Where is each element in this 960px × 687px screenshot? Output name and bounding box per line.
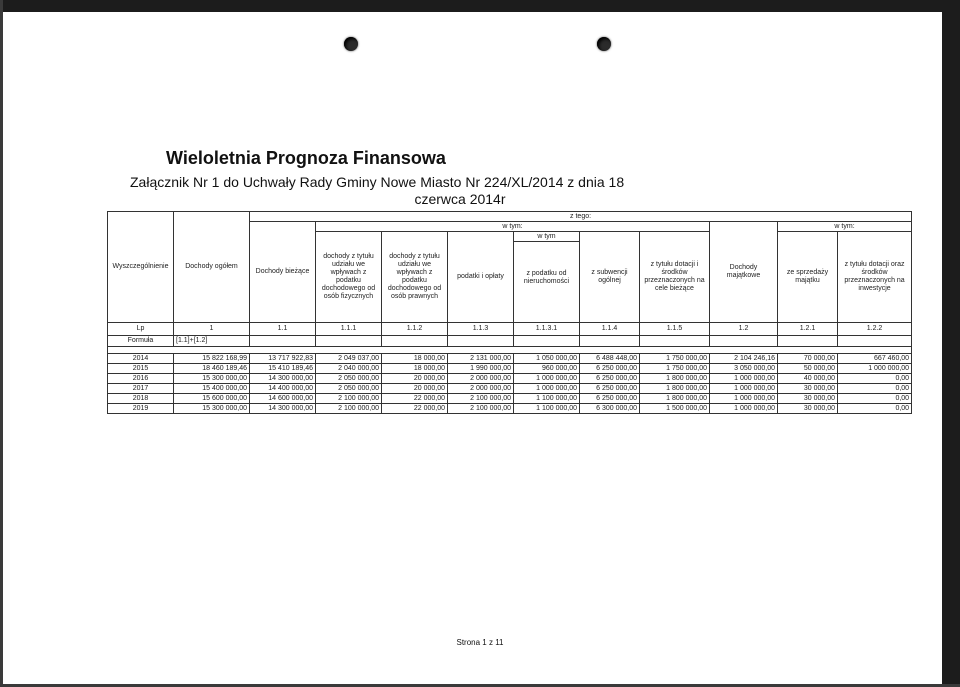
table-row	[108, 404, 912, 414]
lp-number: 1.2.2	[838, 323, 912, 336]
value-cell: 2 104 246,16	[710, 354, 778, 364]
col-header-dochody-ogolem: Dochody ogółem	[174, 212, 250, 323]
value-cell: 0,00	[838, 374, 912, 384]
value-cell: 22 000,00	[382, 394, 448, 404]
col-header-cit: dochody z tytułu udziału we wpływach z podatku dochodowego od osób prawnych	[382, 232, 448, 323]
value-cell: 6 250 000,00	[580, 394, 640, 404]
lp-row	[108, 323, 912, 336]
lp-number: 1.1.2	[382, 323, 448, 336]
formula-cell	[316, 336, 382, 347]
formula-label: Formuła	[108, 336, 174, 347]
header-row-groups	[108, 212, 912, 222]
value-cell: 14 400 000,00	[250, 384, 316, 394]
value-cell: 14 300 000,00	[250, 374, 316, 384]
value-cell: 20 000,00	[382, 374, 448, 384]
year-cell: 2018	[108, 394, 174, 404]
value-cell: 15 600 000,00	[174, 394, 250, 404]
value-cell: 1 100 000,00	[514, 404, 580, 414]
value-cell: 1 000 000,00	[838, 364, 912, 374]
col-header-podatek-nieruchomosci	[514, 232, 580, 323]
value-cell: 1 800 000,00	[640, 394, 710, 404]
value-cell: 14 300 000,00	[250, 404, 316, 414]
value-cell: 1 000 000,00	[514, 384, 580, 394]
document-subtitle-date-text: czerwca 2014r	[414, 191, 506, 207]
value-cell: 2 100 000,00	[448, 394, 514, 404]
formula-cell	[382, 336, 448, 347]
col-header-podatki-oplaty: podatki i opłaty	[448, 232, 514, 323]
value-cell: 1 000 000,00	[710, 374, 778, 384]
lp-number: 1.1.1	[316, 323, 382, 336]
value-cell: 1 750 000,00	[640, 364, 710, 374]
value-cell: 18 000,00	[382, 354, 448, 364]
formula-row	[108, 336, 912, 347]
lp-number: 1.1.3	[448, 323, 514, 336]
table-row	[108, 384, 912, 394]
spacer-row	[108, 347, 912, 354]
table-row	[108, 364, 912, 374]
value-cell: 6 250 000,00	[580, 374, 640, 384]
w-tym-inner-label: w tym	[514, 232, 579, 242]
group-header-z-tego: z tego:	[250, 212, 912, 222]
year-cell: 2014	[108, 354, 174, 364]
scan-border-left	[0, 0, 3, 687]
value-cell: 1 990 000,00	[448, 364, 514, 374]
lp-number: 1.2.1	[778, 323, 838, 336]
value-cell: 0,00	[838, 384, 912, 394]
value-cell: 960 000,00	[514, 364, 580, 374]
value-cell: 1 500 000,00	[640, 404, 710, 414]
group-header-w-tym-left: w tym:	[316, 222, 710, 232]
data-rows	[108, 354, 912, 414]
value-cell: 1 800 000,00	[640, 384, 710, 394]
value-cell: 30 000,00	[778, 404, 838, 414]
lp-number: 1.1.4	[580, 323, 640, 336]
col-header-dochody-majatkowe: Dochody majątkowe	[710, 222, 778, 323]
value-cell: 15 410 189,46	[250, 364, 316, 374]
lp-number: 1	[174, 323, 250, 336]
table-row	[108, 354, 912, 364]
col-header-sprzedaz-majatku: ze sprzedaży majątku	[778, 232, 838, 323]
value-cell: 30 000,00	[778, 384, 838, 394]
value-cell: 2 100 000,00	[316, 404, 382, 414]
col-header-podatek-nieruchomosci-label: z podatku od nieruchomości	[523, 270, 570, 285]
value-cell: 1 000 000,00	[710, 404, 778, 414]
value-cell: 20 000,00	[382, 384, 448, 394]
lp-number: 1.1.5	[640, 323, 710, 336]
value-cell: 70 000,00	[778, 354, 838, 364]
value-cell: 1 100 000,00	[514, 394, 580, 404]
value-cell: 2 131 000,00	[448, 354, 514, 364]
lp-number: 1.1	[250, 323, 316, 336]
value-cell: 13 717 922,83	[250, 354, 316, 364]
value-cell: 1 000 000,00	[710, 394, 778, 404]
formula-cell	[448, 336, 514, 347]
col-header-dotacje-inwestycje: z tytułu dotacji oraz środków przeznaczonych na inwestycje	[838, 232, 912, 323]
lp-label: Lp	[108, 323, 174, 336]
col-header-pit: dochody z tytułu udziału we wpływach z podatku dochodowego od osób fizycznych	[316, 232, 382, 323]
year-cell: 2016	[108, 374, 174, 384]
formula-value: [1.1]+[1.2]	[174, 336, 250, 347]
formula-cell	[710, 336, 778, 347]
scan-border-top	[0, 0, 960, 12]
col-header-dochody-biezace: Dochody bieżące	[250, 222, 316, 323]
value-cell: 2 050 000,00	[316, 374, 382, 384]
value-cell: 2 050 000,00	[316, 384, 382, 394]
value-cell: 18 000,00	[382, 364, 448, 374]
formula-cell	[514, 336, 580, 347]
year-cell: 2015	[108, 364, 174, 374]
spacer-cell	[108, 347, 912, 354]
table-row	[108, 394, 912, 404]
value-cell: 15 300 000,00	[174, 374, 250, 384]
year-cell: 2019	[108, 404, 174, 414]
document-subtitle: Załącznik Nr 1 do Uchwały Rady Gminy Nowe Miasto Nr 224/XL/2014 z dnia 18	[130, 174, 625, 190]
value-cell: 1 050 000,00	[514, 354, 580, 364]
value-cell: 6 250 000,00	[580, 364, 640, 374]
value-cell: 15 300 000,00	[174, 404, 250, 414]
group-header-w-tym-right: w tym:	[778, 222, 912, 232]
formula-cell	[838, 336, 912, 347]
page-number: Strona 1 z 11	[456, 638, 504, 647]
value-cell: 3 050 000,00	[710, 364, 778, 374]
value-cell: 2 000 000,00	[448, 384, 514, 394]
value-cell: 15 400 000,00	[174, 384, 250, 394]
document-title: Wieloletnia Prognoza Finansowa	[166, 148, 446, 168]
formula-cell	[640, 336, 710, 347]
table-row	[108, 374, 912, 384]
value-cell: 2 000 000,00	[448, 374, 514, 384]
col-header-dotacje-biezace: z tytułu dotacji i środków przeznaczonych na cele bieżące	[640, 232, 710, 323]
col-header-wyszczegolnienie: Wyszczególnienie	[108, 212, 174, 323]
value-cell: 1 000 000,00	[514, 374, 580, 384]
value-cell: 2 049 037,00	[316, 354, 382, 364]
scan-border-right	[942, 0, 960, 687]
value-cell: 0,00	[838, 404, 912, 414]
year-cell: 2017	[108, 384, 174, 394]
value-cell: 667 460,00	[838, 354, 912, 364]
value-cell: 1 000 000,00	[710, 384, 778, 394]
finance-table	[107, 211, 912, 414]
value-cell: 6 488 448,00	[580, 354, 640, 364]
value-cell: 0,00	[838, 394, 912, 404]
value-cell: 18 460 189,46	[174, 364, 250, 374]
value-cell: 50 000,00	[778, 364, 838, 374]
value-cell: 6 250 000,00	[580, 384, 640, 394]
col-header-subwencja: z subwencji ogólnej	[580, 232, 640, 323]
value-cell: 14 600 000,00	[250, 394, 316, 404]
punch-hole-right	[597, 37, 611, 51]
formula-cell	[580, 336, 640, 347]
value-cell: 6 300 000,00	[580, 404, 640, 414]
value-cell: 2 100 000,00	[316, 394, 382, 404]
value-cell: 1 750 000,00	[640, 354, 710, 364]
lp-number: 1.2	[710, 323, 778, 336]
value-cell: 40 000,00	[778, 374, 838, 384]
document-subtitle-date	[0, 191, 960, 207]
value-cell: 30 000,00	[778, 394, 838, 404]
value-cell: 2 040 000,00	[316, 364, 382, 374]
formula-cell	[250, 336, 316, 347]
value-cell: 2 100 000,00	[448, 404, 514, 414]
punch-hole-left	[344, 37, 358, 51]
formula-cell	[778, 336, 838, 347]
lp-number: 1.1.3.1	[514, 323, 580, 336]
finance-table-container	[107, 211, 912, 414]
value-cell: 15 822 168,99	[174, 354, 250, 364]
value-cell: 22 000,00	[382, 404, 448, 414]
value-cell: 1 800 000,00	[640, 374, 710, 384]
